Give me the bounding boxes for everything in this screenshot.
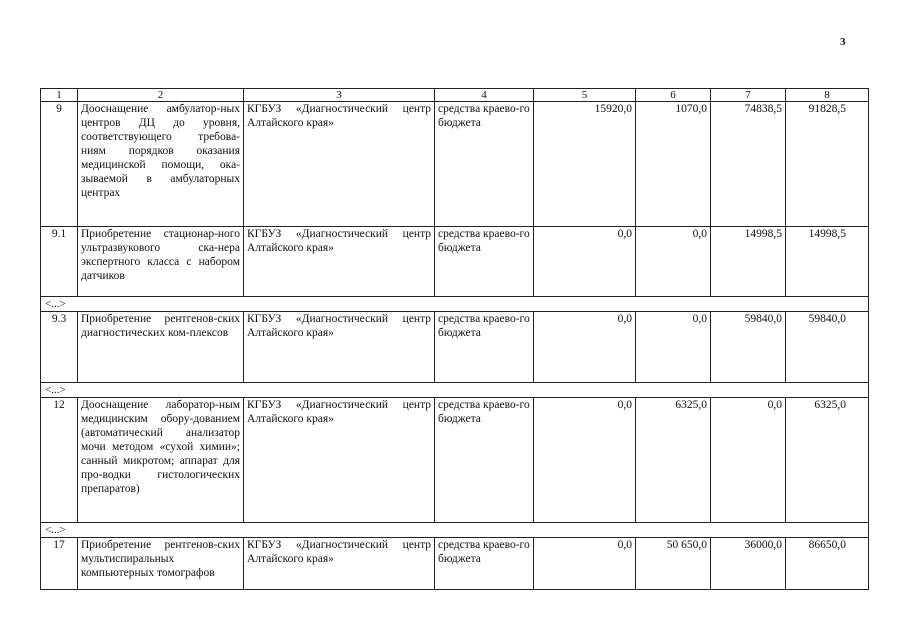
organization-text: КГБУЗ «Диагностический центр Алтайского края» xyxy=(247,313,431,339)
column-header: 6 xyxy=(636,89,711,102)
row-description: Дооснащение лаборатор-ным медицинским обору-дованием (автоматический анализатор мочи методом «сухой химии»; санный микротом; аппарат для про-водки гистологических препаратов) xyxy=(78,398,244,523)
row-funding-source: средства краево-го бюджета xyxy=(435,398,534,523)
column-header: 2 xyxy=(78,89,244,102)
row-value-col6: 50 650,0 xyxy=(636,538,711,590)
organization-text: КГБУЗ «Диагностический центр Алтайского края» xyxy=(247,399,431,425)
row-value-col6: 1070,0 xyxy=(636,102,711,227)
row-funding-source: средства краево-го бюджета xyxy=(435,538,534,590)
table-row xyxy=(41,538,869,590)
table-row xyxy=(41,227,869,297)
row-value-col8: 59840,0 xyxy=(786,312,869,383)
row-value-col8: 14998,5 xyxy=(786,227,869,297)
column-header: 5 xyxy=(534,89,636,102)
row-value-col5: 0,0 xyxy=(534,398,636,523)
budget-table xyxy=(40,88,869,590)
omitted-rows-marker xyxy=(41,523,869,538)
column-header: 1 xyxy=(41,89,78,102)
row-organization xyxy=(244,102,435,227)
row-value-col5: 0,0 xyxy=(534,312,636,383)
row-funding-source: средства краево-го бюджета xyxy=(435,312,534,383)
ellipsis-text: <...> xyxy=(41,523,869,538)
table-header-row xyxy=(41,89,869,102)
row-number: 12 xyxy=(41,398,78,523)
row-value-col6: 0,0 xyxy=(636,312,711,383)
omitted-rows-marker xyxy=(41,383,869,398)
omitted-rows-marker xyxy=(41,297,869,312)
row-funding-source: средства краево-го бюджета xyxy=(435,227,534,297)
row-number: 9 xyxy=(41,102,78,227)
page-number: 3 xyxy=(840,36,846,48)
table-row xyxy=(41,398,869,523)
row-description: Приобретение рентгенов-ских диагностических ком-плексов xyxy=(78,312,244,383)
organization-text: КГБУЗ «Диагностический центр Алтайского края» xyxy=(247,103,431,129)
row-value-col6: 6325,0 xyxy=(636,398,711,523)
row-value-col7: 36000,0 xyxy=(711,538,786,590)
row-number: 9.3 xyxy=(41,312,78,383)
row-value-col7: 59840,0 xyxy=(711,312,786,383)
row-value-col6: 0,0 xyxy=(636,227,711,297)
row-funding-source: средства краево-го бюджета xyxy=(435,102,534,227)
row-value-col7: 14998,5 xyxy=(711,227,786,297)
column-header: 8 xyxy=(786,89,869,102)
row-description: Приобретение стационар-ного ультразвукового ска-нера экспертного класса с набором датчиков xyxy=(78,227,244,297)
row-organization xyxy=(244,312,435,383)
organization-text: КГБУЗ «Диагностический центр Алтайского края» xyxy=(247,228,431,254)
column-header: 4 xyxy=(435,89,534,102)
row-organization xyxy=(244,227,435,297)
row-value-col8: 91828,5 xyxy=(786,102,869,227)
row-organization xyxy=(244,538,435,590)
column-header: 7 xyxy=(711,89,786,102)
row-description: Приобретение рентгенов-ских мультиспиральных компьютерных томографов xyxy=(78,538,244,590)
organization-text: КГБУЗ «Диагностический центр Алтайского края» xyxy=(247,539,431,565)
ellipsis-text: <...> xyxy=(41,383,869,398)
row-description: Дооснащение амбулатор-ных центров ДЦ до уровня, соответствующего требова-ниям порядков оказания медицинской помощи, ока-зываемой в амбулаторных центрах xyxy=(78,102,244,227)
row-number: 9.1 xyxy=(41,227,78,297)
ellipsis-text: <...> xyxy=(41,297,869,312)
row-value-col7: 0,0 xyxy=(711,398,786,523)
row-value-col5: 0,0 xyxy=(534,227,636,297)
row-value-col8: 86650,0 xyxy=(786,538,869,590)
row-value-col5: 0,0 xyxy=(534,538,636,590)
row-value-col8: 6325,0 xyxy=(786,398,869,523)
row-value-col7: 74838,5 xyxy=(711,102,786,227)
table-row xyxy=(41,312,869,383)
row-number: 17 xyxy=(41,538,78,590)
row-value-col5: 15920,0 xyxy=(534,102,636,227)
column-header: 3 xyxy=(244,89,435,102)
row-organization xyxy=(244,398,435,523)
table-row xyxy=(41,102,869,227)
